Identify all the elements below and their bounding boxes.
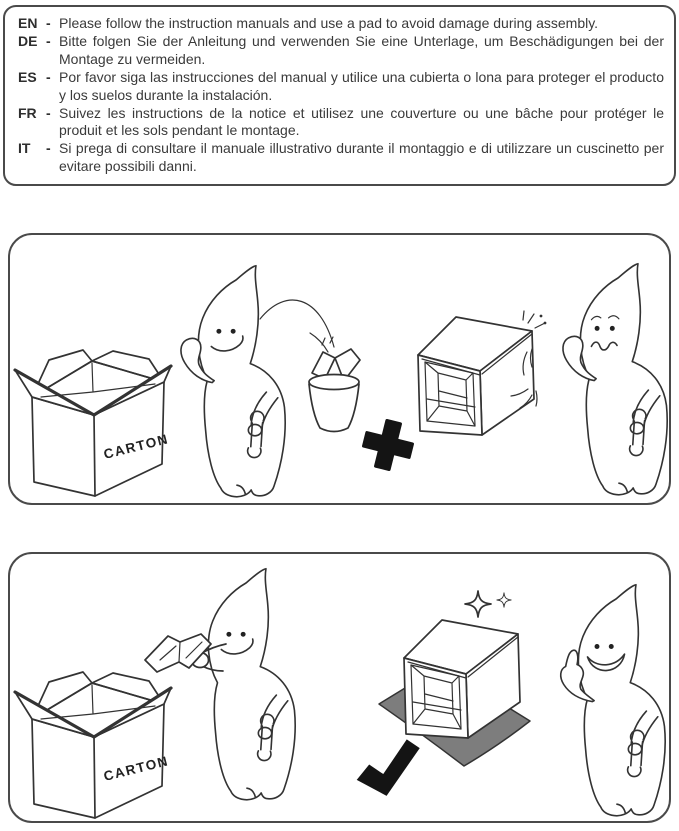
lang-code: ES bbox=[18, 68, 37, 85]
hand bbox=[630, 422, 643, 433]
lang-code: IT bbox=[18, 140, 31, 157]
notice-line-de bbox=[18, 33, 664, 69]
trash-bin bbox=[309, 375, 359, 432]
carton-box bbox=[15, 350, 171, 496]
lang-code: FR bbox=[18, 104, 37, 121]
notice-text: Suivez les instructions de la notice et utilisez une couverture ou une bâche pour protéger le produit et les sols pendant le montage. bbox=[59, 104, 664, 139]
check-mark-icon bbox=[353, 738, 424, 799]
notice-line-es bbox=[18, 69, 664, 105]
separator: - bbox=[46, 15, 51, 31]
hand bbox=[258, 727, 271, 738]
damaged-cube bbox=[418, 311, 546, 435]
separator: - bbox=[46, 140, 51, 157]
arc-throw-line bbox=[260, 300, 334, 347]
ghost-discarding-manual bbox=[181, 266, 285, 497]
multilingual-notice-box bbox=[3, 5, 676, 186]
notice-text: Si prega di consultare il manuale illustrativo durante il montaggio e di utilizzare un cuscinetto per evitare possibili danni. bbox=[59, 140, 664, 175]
notice-text: Bitte folgen Sie der Anleitung und verwenden Sie eine Unterlage, um Beschädigungen bei der Montage zu vermeiden. bbox=[59, 32, 664, 67]
illustration-panel-right bbox=[8, 552, 671, 823]
arc-throw-line-2 bbox=[310, 333, 328, 352]
lang-code: DE bbox=[18, 32, 38, 49]
sparkle-icon bbox=[465, 591, 491, 617]
separator: - bbox=[46, 104, 51, 121]
notice-line-en bbox=[18, 15, 664, 33]
separator: - bbox=[46, 68, 51, 85]
notice-line-fr bbox=[18, 105, 664, 141]
hand bbox=[248, 424, 261, 435]
illustration-panel-wrong bbox=[8, 233, 671, 505]
hand bbox=[628, 743, 641, 754]
cross-mark-icon bbox=[358, 415, 419, 476]
carton-box bbox=[15, 672, 171, 818]
notice-text: Por favor siga las instrucciones del manual y utilice una cubierta o lona para proteger el producto y los suelos durante la instalación. bbox=[59, 68, 664, 103]
thumbs-up-ghost bbox=[561, 585, 665, 816]
lang-code: EN bbox=[18, 15, 38, 31]
ghost-reading-manual bbox=[208, 569, 295, 800]
separator: - bbox=[46, 32, 51, 49]
notice-line-it bbox=[18, 140, 664, 176]
notice-text: Please follow the instruction manuals and use a pad to avoid damage during assembly. bbox=[59, 15, 599, 31]
worried-ghost bbox=[563, 264, 667, 495]
sparkle-icon-small bbox=[497, 593, 511, 607]
